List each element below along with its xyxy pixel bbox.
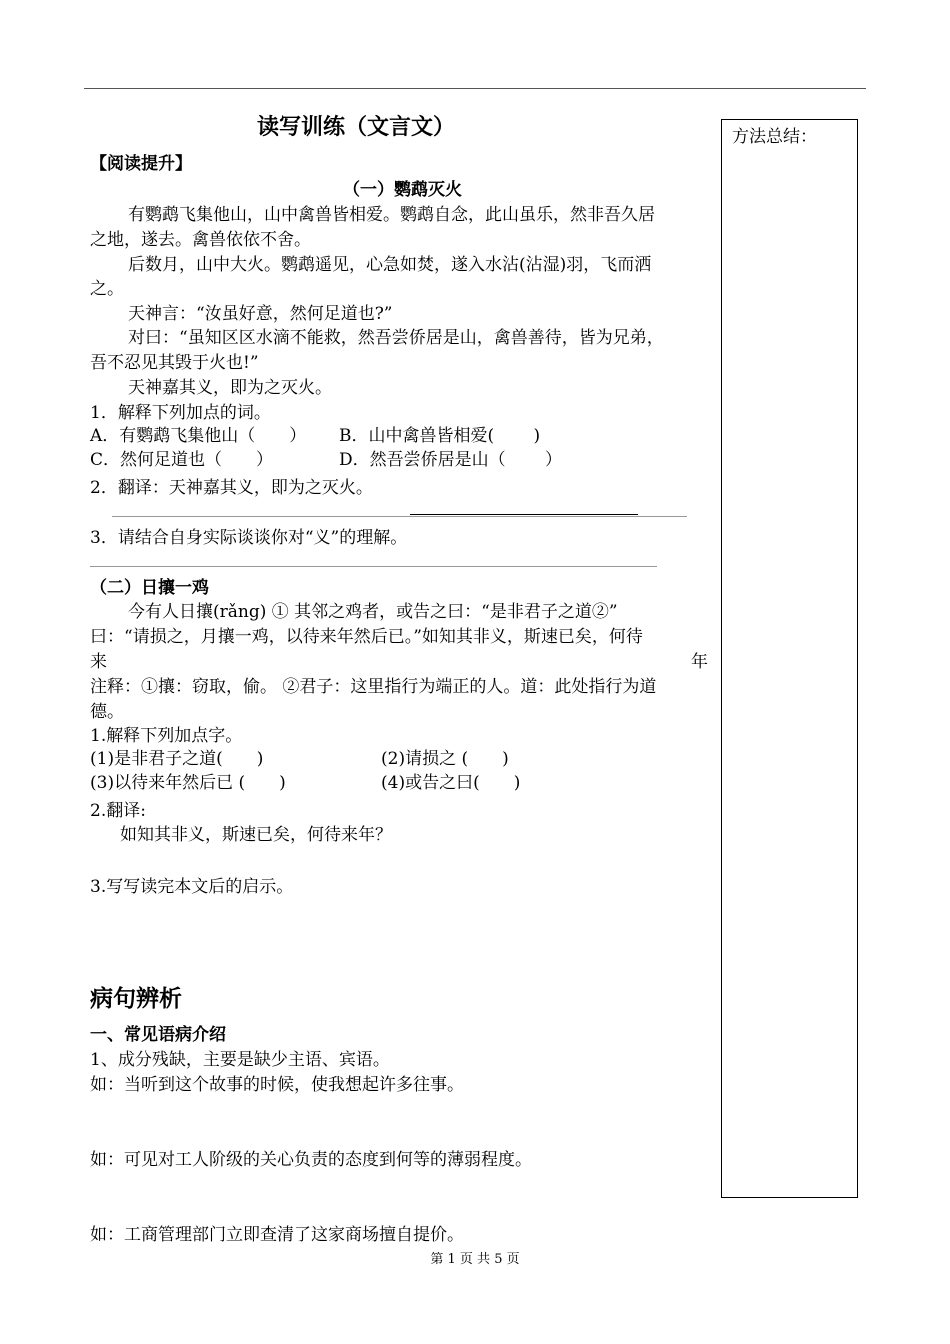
p2-q1-item-4: (4)或告之曰( ) xyxy=(381,773,521,793)
answer-line xyxy=(410,514,638,515)
method-summary-box xyxy=(721,119,858,1198)
grammar-heading: 病句辨析 xyxy=(90,986,182,1012)
grammar-example: 如：当听到这个故事的时候，使我想起许多往事。 xyxy=(90,1075,464,1095)
p1-question-3: 3．请结合自身实际谈谈你对“义”的理解。 xyxy=(90,528,408,548)
p2-question-2: 2.翻译: xyxy=(90,801,146,821)
p1-q1-option-d: D．然吾尝侨居是山（ ） xyxy=(339,450,563,470)
p2-question-1: 1.解释下列加点字。 xyxy=(90,726,243,746)
section-reading: 【阅读提升】 xyxy=(90,154,192,174)
passage2-note: 注释：①攘：窃取，偷。 ②君子：这里指行为端正的人。道：此处指行为道 xyxy=(90,677,657,697)
passage1-line: 之地，遂去。禽兽依依不舍。 xyxy=(90,230,311,250)
passage2-line: 今有人日攘(rǎng) ① 其邻之鸡者，或告之曰：“是非君子之道②” xyxy=(128,602,618,622)
method-summary-label: 方法总结： xyxy=(732,127,817,147)
passage1-title: （一）鹦鹉灭火 xyxy=(343,180,462,200)
passage1-line: 天神嘉其义，即为之灭火。 xyxy=(128,378,332,398)
grammar-example: 如：工商管理部门立即查清了这家商场擅自提价。 xyxy=(90,1225,464,1245)
passage2-title: （二）日攘一鸡 xyxy=(90,578,209,598)
passage1-line: 后数月，山中大火。鹦鹉遥见，心急如焚，遂入水沾(沾湿)羽，飞而洒 xyxy=(128,255,652,275)
p2-question-3: 3.写写读完本文后的启示。 xyxy=(90,877,294,897)
passage1-line: 之。 xyxy=(90,279,124,299)
p2-q1-item-2: (2)请损之 ( ) xyxy=(381,749,509,769)
passage2-word: 年 xyxy=(691,652,708,672)
passage2-note: 德。 xyxy=(90,702,124,722)
p1-question-1: 1．解释下列加点的词。 xyxy=(90,403,271,423)
answer-line xyxy=(112,516,687,517)
passage1-line: 天神言：“汝虽好意，然何足道也?” xyxy=(128,304,393,324)
page-footer: 第 1 页 共 5 页 xyxy=(430,1252,520,1267)
passage1-line: 有鹦鹉飞集他山，山中禽兽皆相爱。鹦鹉自念，此山虽乐，然非吾久居 xyxy=(128,205,655,225)
top-rule xyxy=(84,88,866,89)
p1-question-2: 2．翻译：天神嘉其义，即为之灭火。 xyxy=(90,478,373,498)
p1-q1-option-b: B．山中禽兽皆相爱( ) xyxy=(339,426,541,446)
passage2-line-split xyxy=(90,647,708,672)
passage1-line: 对曰：“虽知区区水滴不能救，然吾尝侨居是山，禽兽善待，皆为兄弟， xyxy=(128,328,664,348)
p2-q1-item-3: (3)以待来年然后已 ( ) xyxy=(90,773,286,793)
p1-q1-option-c: C．然何足道也（ ） xyxy=(90,450,274,470)
passage1-line: 吾不忍见其毁于火也!” xyxy=(90,353,259,373)
page-title: 读写训练（文言文） xyxy=(257,115,456,140)
grammar-subheading: 一、常见语病介绍 xyxy=(90,1025,226,1045)
grammar-item: 1、成分残缺，主要是缺少主语、宾语。 xyxy=(90,1050,390,1070)
grammar-example: 如：可见对工人阶级的关心负责的态度到何等的薄弱程度。 xyxy=(90,1150,532,1170)
answer-line xyxy=(90,566,657,567)
p1-q1-option-a: A．有鹦鹉飞集他山（ ） xyxy=(90,426,307,446)
p2-q1-item-1: (1)是非君子之道( ) xyxy=(90,749,264,769)
passage2-line: 曰：“请损之，月攘一鸡，以待来年然后已。”如知其非义，斯速已矣，何待 xyxy=(90,627,643,647)
passage2-word: 来 xyxy=(90,652,107,672)
p2-q2-text: 如知其非义，斯速已矣，何待来年？ xyxy=(120,825,392,845)
